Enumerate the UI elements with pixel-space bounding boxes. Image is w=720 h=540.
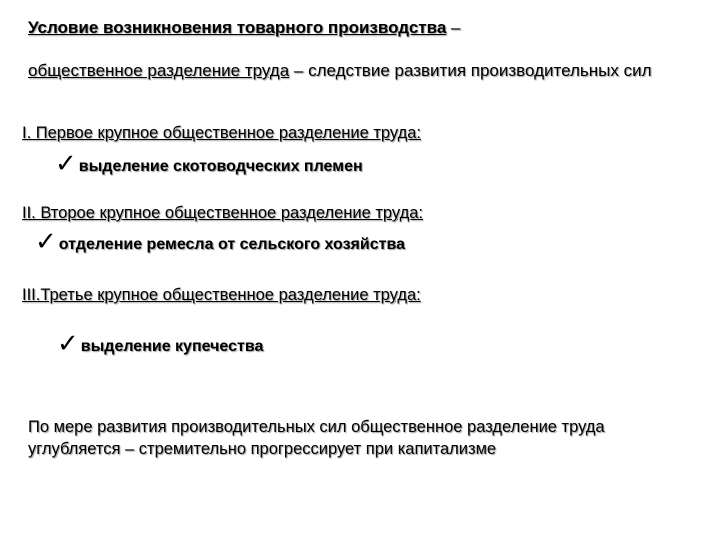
- slide-title-text: Условие возникновения товарного производства: [28, 18, 447, 37]
- section-item-text: отделение ремесла от сельского хозяйства: [58, 236, 405, 253]
- subtitle-rest: – следствие развития производительных сил: [289, 61, 652, 80]
- section-heading-first: I. Первое крупное общественное разделение труда:: [22, 124, 422, 142]
- section-item-third: [57, 330, 263, 356]
- section-heading-third: III.Третье крупное общественное разделение труда:: [22, 286, 421, 304]
- checkmark-icon: ✓: [57, 328, 79, 358]
- slide-title-dash: –: [446, 18, 461, 37]
- slide-subtitle: [28, 60, 708, 82]
- section-item-text: выделение купечества: [80, 338, 264, 355]
- subtitle-key-term: общественное разделение труда: [28, 61, 290, 80]
- section-item-first: [55, 150, 363, 176]
- section-item-text: выделение скотоводческих племен: [78, 158, 363, 175]
- checkmark-icon: ✓: [35, 226, 57, 256]
- section-item-second: [35, 228, 405, 254]
- section-heading-second: II. Второе крупное общественное разделение труда:: [22, 204, 423, 222]
- checkmark-icon: ✓: [55, 148, 77, 178]
- conclusion-text: По мере развития производительных сил общественное разделение труда углубляется – стремительно прогрессирует при капитализме: [28, 418, 605, 458]
- slide-title: [28, 18, 460, 38]
